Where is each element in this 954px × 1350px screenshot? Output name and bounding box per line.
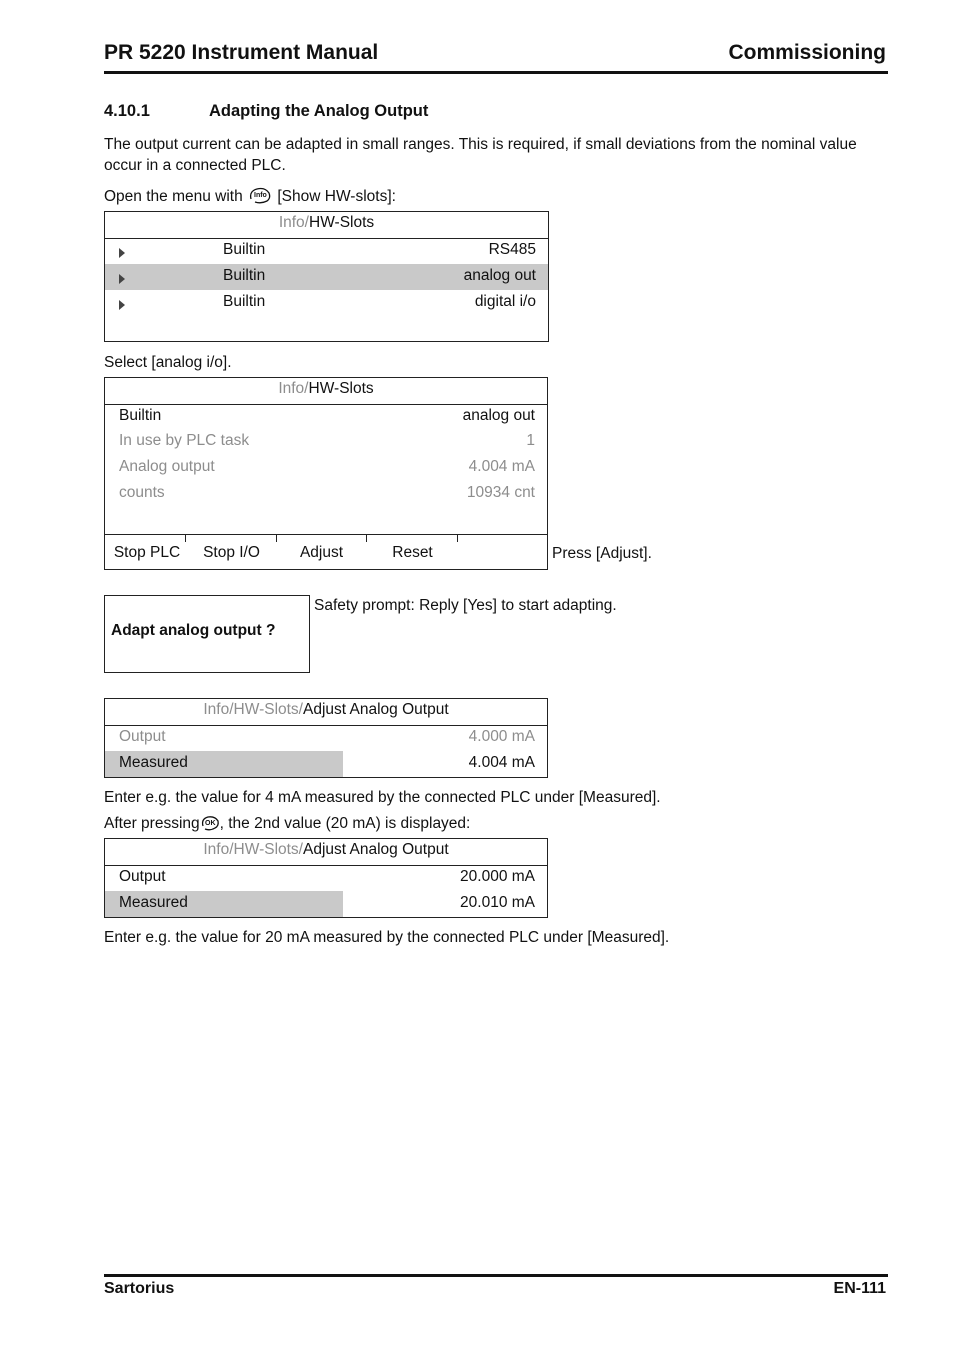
empty-softkey[interactable] [458, 535, 547, 569]
measured-label: Measured [119, 754, 188, 771]
slot-value: digital i/o [474, 293, 536, 310]
info-value: 10934 cnt [466, 484, 535, 501]
title-path: Info/ [278, 380, 309, 397]
enter-20ma-instruction: Enter e.g. the value for 20 mA measured by the connected PLC under [Measured]. [104, 929, 670, 946]
info-value: 1 [526, 432, 535, 449]
ok-key-icon [200, 814, 220, 838]
screen-title [105, 839, 547, 866]
slot-value: RS485 [488, 241, 536, 258]
title-path: Info/HW-Slots/ [203, 841, 303, 858]
stop-io-softkey[interactable]: Stop I/O [203, 544, 260, 561]
info-label: Builtin [119, 407, 162, 424]
output-label: Output [119, 868, 166, 885]
measured-value[interactable]: 4.004 mA [468, 754, 535, 771]
title-path: Info/HW-Slots/ [203, 701, 303, 718]
info-label: counts [119, 484, 165, 501]
hw-slots-screen [104, 211, 549, 342]
info-row [105, 455, 547, 481]
info-value: analog out [462, 407, 535, 424]
header-rule [104, 71, 888, 74]
adjust-screen-4ma [104, 698, 548, 778]
screen-title [105, 699, 547, 726]
output-row [105, 725, 547, 751]
title-main: HW-Slots [309, 214, 375, 231]
stop-plc-softkey[interactable]: Stop PLC [113, 544, 181, 561]
section-heading [104, 102, 428, 121]
title-main: Adjust Analog Output [303, 701, 449, 718]
slot-row[interactable] [105, 290, 548, 316]
intro-paragraph: The output current can be adapted in small ranges. This is required, if small deviations from the nominal value occur in a connected PLC. [104, 136, 857, 174]
slot-row-selected[interactable] [105, 264, 548, 290]
open-menu-action: [Show HW-slots]: [277, 188, 396, 205]
adjust-screen-20ma [104, 838, 548, 918]
svg-text:OK: OK [204, 820, 216, 827]
slot-label: Builtin [223, 267, 266, 284]
title-path: Info/ [278, 214, 309, 231]
reset-softkey[interactable]: Reset [392, 544, 433, 561]
info-row [105, 404, 547, 430]
safety-prompt-box [104, 595, 310, 673]
measured-row[interactable] [105, 751, 547, 777]
after-pressing-line [104, 813, 470, 838]
select-instruction: Select [analog i/o]. [104, 354, 232, 371]
press-adjust-note: Press [Adjust]. [552, 545, 652, 562]
analog-out-screen [104, 377, 548, 570]
svg-text:Info: Info [254, 192, 267, 199]
prompt-question: Adapt analog output ? [111, 622, 276, 639]
screen-title [105, 378, 547, 405]
footer-company: Sartorius [104, 1280, 175, 1297]
info-label: Analog output [119, 458, 215, 475]
section-title: Adapting the Analog Output [209, 102, 429, 120]
enter-4ma-instruction: Enter e.g. the value for 4 mA measured by the connected PLC under [Measured]. [104, 789, 661, 806]
manual-title: PR 5220 Instrument Manual [104, 41, 379, 64]
info-row [105, 481, 547, 507]
output-label: Output [119, 728, 166, 745]
softkey-bar [105, 534, 547, 569]
title-main: HW-Slots [308, 380, 374, 397]
output-row [105, 865, 547, 891]
slot-row[interactable] [105, 238, 548, 264]
info-row [105, 429, 547, 455]
triangle-right-icon [119, 248, 125, 258]
footer-rule [104, 1274, 888, 1277]
after-pressing-result: , the 2nd value (20 mA) is displayed: [219, 815, 471, 832]
triangle-right-icon [119, 300, 125, 310]
info-key-icon [247, 185, 273, 211]
screen-title [105, 212, 548, 239]
page-number: EN-111 [833, 1280, 886, 1297]
slot-value: analog out [463, 267, 536, 284]
title-main: Adjust Analog Output [303, 841, 449, 858]
output-value: 4.000 mA [468, 728, 535, 745]
after-pressing-text: After pressing [104, 815, 200, 832]
triangle-right-icon [119, 274, 125, 284]
output-value: 20.000 mA [460, 868, 535, 885]
section-number: 4.10.1 [104, 102, 150, 120]
safety-prompt-note: Safety prompt: Reply [Yes] to start adapting. [314, 597, 617, 614]
slot-label: Builtin [223, 241, 266, 258]
measured-label: Measured [119, 894, 188, 911]
open-menu-line [104, 185, 396, 211]
info-value: 4.004 mA [468, 458, 535, 475]
open-menu-text: Open the menu with [104, 188, 243, 205]
chapter-title: Commissioning [728, 41, 886, 64]
measured-value[interactable]: 20.010 mA [460, 894, 535, 911]
measured-row[interactable] [105, 891, 547, 917]
slot-label: Builtin [223, 293, 266, 310]
info-label: In use by PLC task [119, 432, 250, 449]
adjust-softkey[interactable]: Adjust [299, 544, 344, 561]
softkey-divider [366, 535, 367, 542]
